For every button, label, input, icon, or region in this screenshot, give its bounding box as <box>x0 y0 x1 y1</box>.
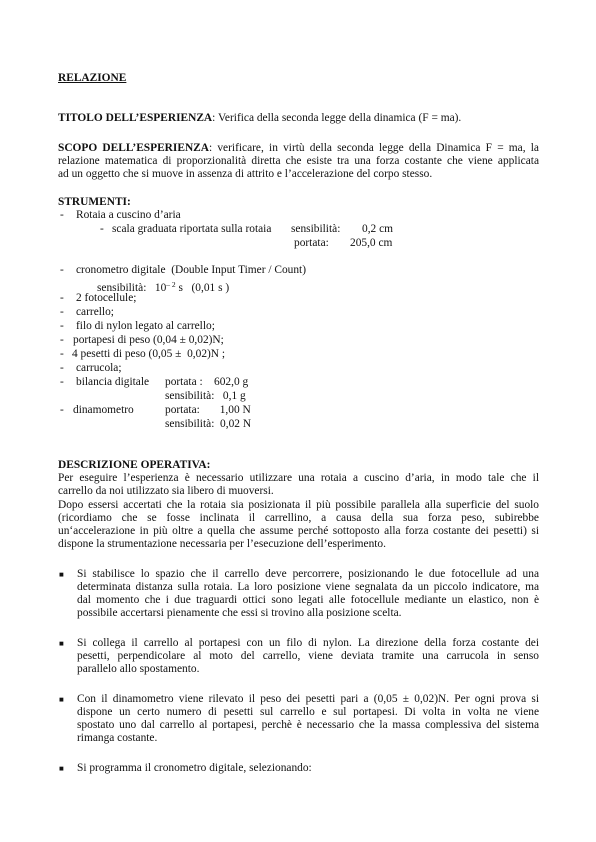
bullet-2-line-3: parallelo allo spostamento. <box>77 663 200 675</box>
document-heading: RELAZIONE <box>58 72 127 84</box>
bullet-1-line-4: possibile accertarsi pienamente che essi si trovino alla posizione scelta. <box>77 607 402 619</box>
scopo-line-1 <box>58 142 539 155</box>
descrizione-p2-line2: (ricordiamo che se fosse inclinata il carrellino, a causa della sua forza peso, subirebbe <box>58 512 539 524</box>
scopo-label: SCOPO DELL’ESPERIENZA <box>58 142 209 154</box>
dash-portapesi: - <box>60 334 64 346</box>
scala-sens-label: sensibilità: <box>291 223 341 235</box>
item-pesetti: 4 pesetti di peso (0,05 ± 0,02)N ; <box>72 348 226 360</box>
bullet-3-line-4: rimanga costante. <box>77 732 158 744</box>
bullet-marker: ■ <box>59 570 64 579</box>
dash-rotaia: - <box>60 209 64 221</box>
bullet-marker: ■ <box>59 764 64 773</box>
bullet-2-line-2: pesetti, perpendicolare al moto del carrello, viene deviata tramite una carrucola in senso <box>77 650 539 662</box>
bullet-1-line-3: dal momento che i due traguardi ottici sono legati alle fotocellule mediante un elastico, non è <box>77 594 539 606</box>
item-scala: scala graduata riportata sulla rotaia <box>112 223 272 235</box>
bullet-3-line-1: Con il dinamometro viene rilevato il peso dei pesetti pari a (0,05 ± 0,02)N. Per ogni prova si <box>77 693 539 705</box>
scopo-text-1: : verificare, in virtù della seconda legge della Dinamica F = ma, la <box>209 142 539 154</box>
dash-bilancia: - <box>60 376 64 388</box>
dinamometro-portata: portata: 1,00 N <box>165 404 251 416</box>
descrizione-heading: DESCRIZIONE OPERATIVA: <box>58 459 211 471</box>
item-dinamometro: dinamometro <box>73 404 134 416</box>
scala-sens-value: 0,2 cm <box>362 223 394 235</box>
titolo-label: TITOLO DELL’ESPERIENZA <box>58 112 213 124</box>
dash-fotocellule: - <box>60 292 64 304</box>
item-cronometro: cronometro digitale (Double Input Timer / Count) <box>76 264 306 276</box>
scala-portata-label: portata: <box>294 237 329 249</box>
bullet-1-line-2: determinata distanza sulla rotaia. La loro posizione viene segnalata da un piccolo indicatore, ma <box>77 581 539 593</box>
dash-filo: - <box>60 320 64 332</box>
descrizione-p2-line1: Dopo essersi accertati che la rotaia sia posizionata il più possibile parallela alla superficie del suolo <box>58 499 539 511</box>
item-portapesi: portapesi di peso (0,04 ± 0,02)N; <box>73 334 224 346</box>
bullet-3-line-3: spostato uno dal carrello al portapesi, perchè è necessario che la massa complessiva del sistema <box>77 719 539 731</box>
cron-sens-unit: s (0,01 s ) <box>178 282 230 294</box>
item-carrello: carrello; <box>76 306 114 318</box>
bullet-marker: ■ <box>59 695 64 704</box>
bilancia-sensibilita: sensibilità: 0,1 g <box>165 390 246 402</box>
item-carrucola: carrucola; <box>76 362 122 374</box>
descrizione-p1-line2: carrello da noi utilizzato sia libero di muoversi. <box>58 485 274 497</box>
cron-sens-base: 10 <box>154 282 167 294</box>
scala-portata-value: 205,0 cm <box>350 237 393 249</box>
dash-dinamometro: - <box>60 404 64 416</box>
item-bilancia: bilancia digitale <box>76 376 150 388</box>
item-filo: filo di nylon legato al carrello; <box>76 320 215 332</box>
dinamometro-sensibilita: sensibilità: 0,02 N <box>165 418 252 430</box>
scopo-line-2: relazione matematica di proporzionalità diretta che esiste tra una forza costante che viene applicata <box>58 155 539 167</box>
cron-sens-exp: – 2 <box>166 280 176 289</box>
dash-cronometro: - <box>60 264 64 276</box>
titolo-text: : Verifica della seconda legge della dinamica (F = ma). <box>212 112 462 124</box>
bilancia-portata: portata : 602,0 g <box>165 376 249 388</box>
scopo-line-3: ad un oggetto che si muove in assenza di attrito e l’accelerazione del corpo stesso. <box>58 168 433 180</box>
bullet-marker: ■ <box>59 639 64 648</box>
descrizione-p2-line3: un‘accelerazione in più oltre a quella che assume perché sottoposto alla forza costante dei pesetti) si <box>58 525 539 537</box>
dash-carrucola: - <box>60 362 64 374</box>
strumenti-heading: STRUMENTI: <box>58 196 131 208</box>
cron-sens-label: sensibilità: <box>97 282 147 294</box>
dash-pesetti: - <box>60 348 64 360</box>
descrizione-p1-line1: Per eseguire l’esperienza è necessario utilizzare una rotaia a cuscino d’aria, in modo tale che il <box>58 472 539 484</box>
bullet-2-line-1: Si collega il carrello al portapesi con un filo di nylon. La direzione della forza costante dei <box>77 637 539 649</box>
item-rotaia: Rotaia a cuscino d’aria <box>76 209 181 221</box>
bullet-3-line-2: dispone un certo numero di pesetti sul carrello e sul portapesi. Di volta in volta ne viene <box>77 706 539 718</box>
dash-carrello: - <box>60 306 64 318</box>
bullet-4-line-1: Si programma il cronometro digitale, selezionando: <box>77 762 312 774</box>
bullet-1-line-1: Si stabilisce lo spazio che il carrello deve percorrere, posizionando le due fotocellule ad una <box>77 568 539 580</box>
titolo-line <box>58 112 461 125</box>
descrizione-p2-line4: dispone la strumentazione necessaria per l’esecuzione dell’esperimento. <box>58 538 386 550</box>
dash-scala: - <box>100 223 104 235</box>
item-fotocellule: 2 fotocellule; <box>76 292 137 304</box>
